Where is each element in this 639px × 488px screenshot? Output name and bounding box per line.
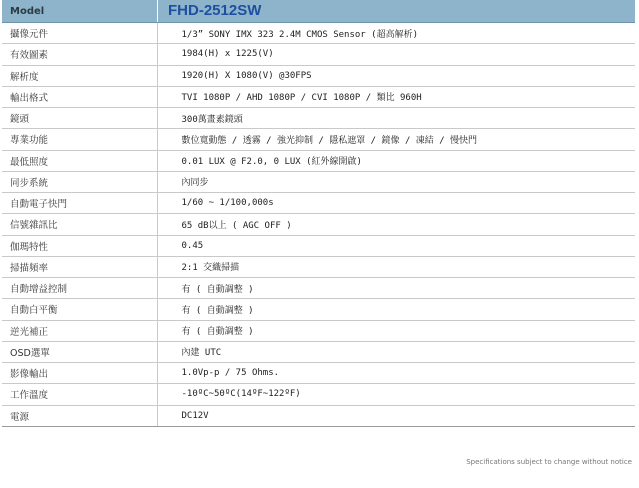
spec-value: 65 dB以上 ( AGC OFF ) bbox=[157, 214, 635, 235]
spec-value: 0.01 LUX @ F2.0, 0 LUX (紅外線開啟) bbox=[157, 150, 635, 171]
spec-header-row bbox=[2, 0, 635, 23]
spec-label: 有效圖素 bbox=[2, 44, 157, 65]
spec-value: 有 ( 自動調整 ) bbox=[157, 278, 635, 299]
spec-value: 有 ( 自動調整 ) bbox=[157, 299, 635, 320]
spec-value: 內同步 bbox=[157, 171, 635, 192]
spec-label: 自動電子快門 bbox=[2, 193, 157, 214]
spec-row bbox=[2, 341, 635, 362]
spec-value: 1984(H) x 1225(V) bbox=[157, 44, 635, 65]
spec-label: 逆光補正 bbox=[2, 320, 157, 341]
spec-value: -10ºC~50ºC(14ºF~122ºF) bbox=[157, 384, 635, 405]
spec-value: 1/3” SONY IMX 323 2.4M CMOS Sensor (超高解析) bbox=[157, 23, 635, 44]
spec-table bbox=[2, 0, 635, 427]
spec-value: 2:1 交織掃描 bbox=[157, 256, 635, 277]
spec-row bbox=[2, 150, 635, 171]
spec-label: 影像輸出 bbox=[2, 363, 157, 384]
model-name: FHD-2512SW bbox=[157, 0, 635, 22]
spec-label: 自動增益控制 bbox=[2, 278, 157, 299]
spec-value: TVI 1080P / AHD 1080P / CVI 1080P / 類比 960H bbox=[157, 86, 635, 107]
spec-row bbox=[2, 384, 635, 405]
spec-label: 鏡頭 bbox=[2, 108, 157, 129]
spec-row bbox=[2, 23, 635, 44]
spec-label: 工作溫度 bbox=[2, 384, 157, 405]
spec-row bbox=[2, 86, 635, 107]
spec-row bbox=[2, 108, 635, 129]
header-label: Model bbox=[10, 5, 45, 17]
spec-row bbox=[2, 256, 635, 277]
spec-row bbox=[2, 235, 635, 256]
spec-value: 0.45 bbox=[157, 235, 635, 256]
spec-row bbox=[2, 44, 635, 65]
spec-row bbox=[2, 405, 635, 426]
spec-label: 伽瑪特性 bbox=[2, 235, 157, 256]
spec-value: 300萬畫素鏡頭 bbox=[157, 108, 635, 129]
spec-label: 攝像元件 bbox=[2, 23, 157, 44]
spec-label: 同步系統 bbox=[2, 171, 157, 192]
header-model-cell bbox=[157, 0, 635, 23]
spec-value: 1.0Vp-p / 75 Ohms. bbox=[157, 363, 635, 384]
spec-label: 掃描頻率 bbox=[2, 256, 157, 277]
spec-label: 自動白平衡 bbox=[2, 299, 157, 320]
spec-label: 信號雜訊比 bbox=[2, 214, 157, 235]
spec-row bbox=[2, 363, 635, 384]
spec-row bbox=[2, 171, 635, 192]
spec-value: 數位寬動態 / 透霧 / 強光抑制 / 隱私遮罩 / 鏡像 / 凍結 / 慢快門 bbox=[157, 129, 635, 150]
spec-label: 專業功能 bbox=[2, 129, 157, 150]
spec-label: 輸出格式 bbox=[2, 86, 157, 107]
spec-label: OSD選單 bbox=[2, 341, 157, 362]
spec-label: 電源 bbox=[2, 405, 157, 426]
spec-row bbox=[2, 214, 635, 235]
spec-label: 最低照度 bbox=[2, 150, 157, 171]
spec-row bbox=[2, 299, 635, 320]
header-label-cell bbox=[2, 0, 157, 23]
spec-value: 內建 UTC bbox=[157, 341, 635, 362]
spec-value: 1920(H) X 1080(V) @30FPS bbox=[157, 65, 635, 86]
spec-row bbox=[2, 320, 635, 341]
spec-row bbox=[2, 193, 635, 214]
spec-row bbox=[2, 65, 635, 86]
spec-disclaimer: Specifications subject to change without notice bbox=[466, 458, 632, 466]
spec-label: 解析度 bbox=[2, 65, 157, 86]
spec-value: 有 ( 自動調整 ) bbox=[157, 320, 635, 341]
spec-row bbox=[2, 129, 635, 150]
spec-row bbox=[2, 278, 635, 299]
spec-value: DC12V bbox=[157, 405, 635, 426]
spec-value: 1/60 ~ 1/100,000s bbox=[157, 193, 635, 214]
